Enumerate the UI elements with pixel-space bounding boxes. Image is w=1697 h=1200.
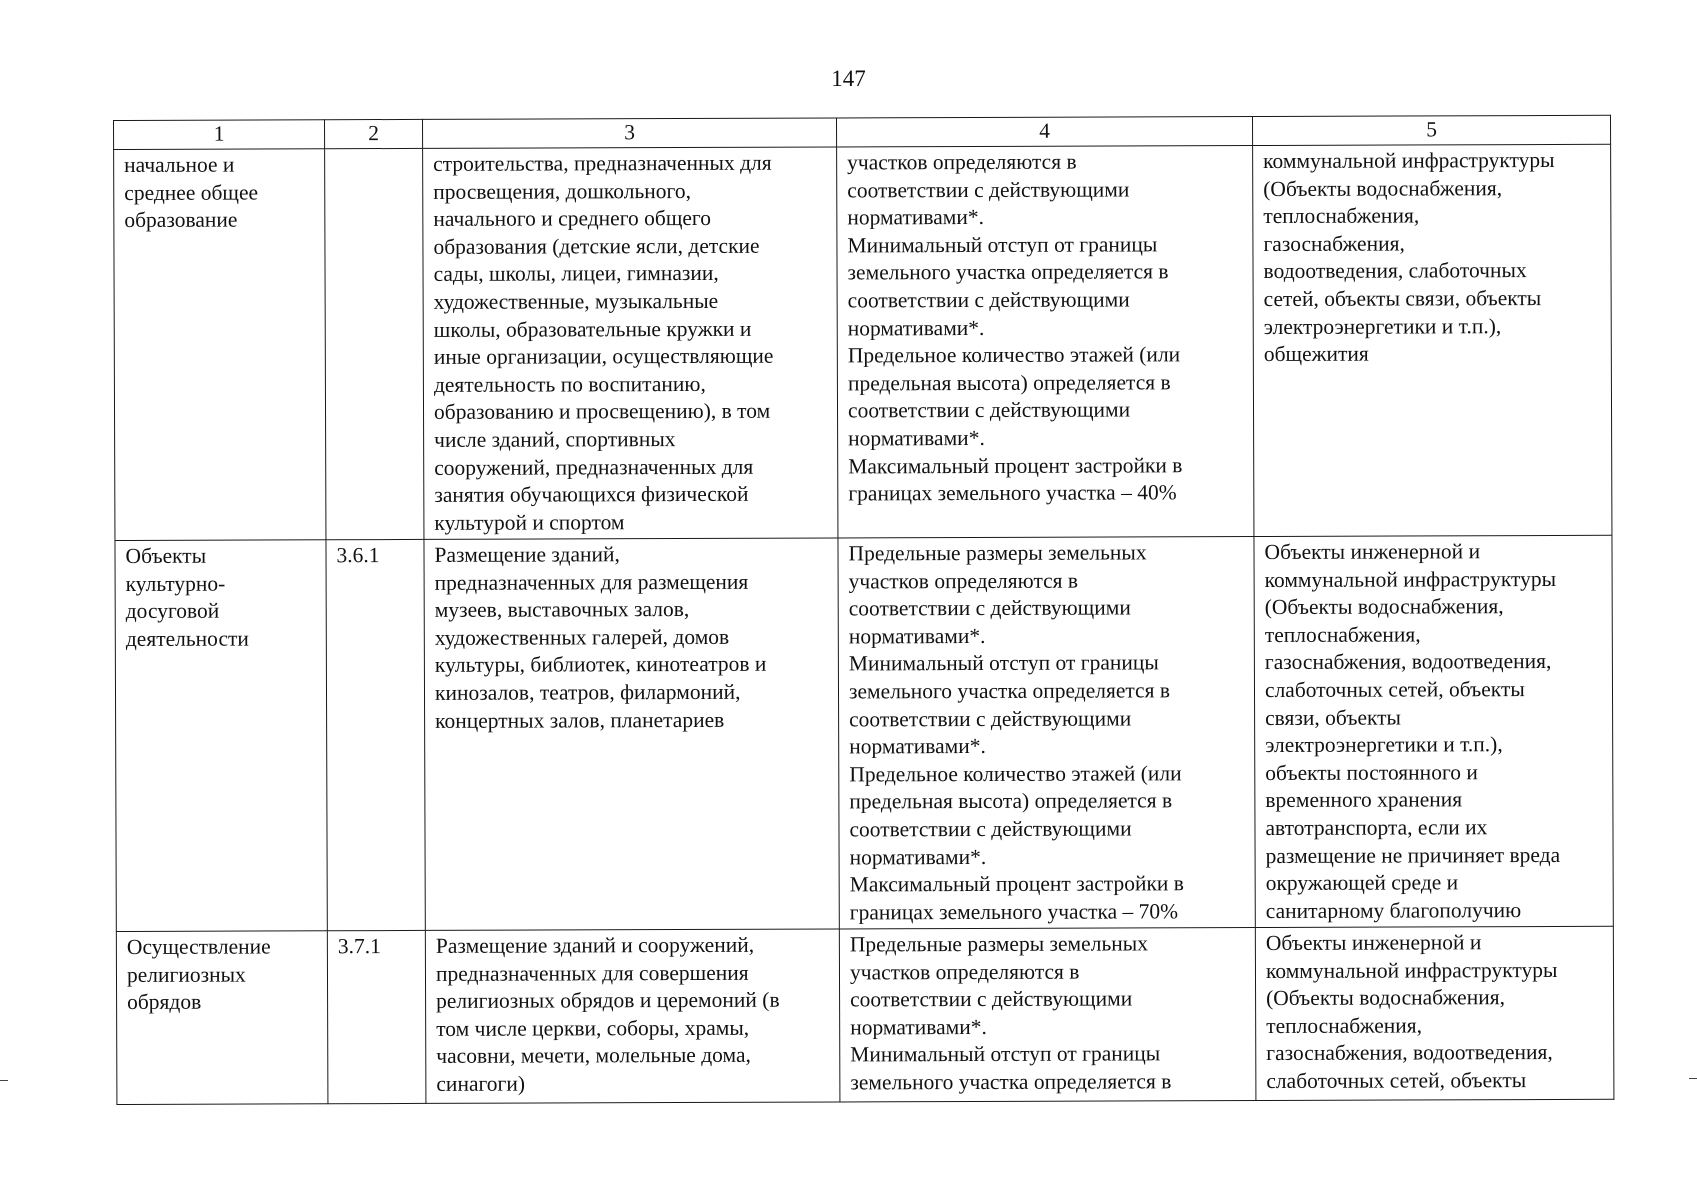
column-header-5: 5 (1252, 115, 1610, 145)
auxiliary-uses-cell (1253, 144, 1612, 536)
use-description-cell (424, 538, 839, 930)
column-header-1: 1 (114, 120, 325, 150)
column-header-2: 2 (325, 119, 423, 148)
cell-text-line: временного хранения (1265, 787, 1463, 813)
table-row (114, 144, 1612, 540)
cell-text-line: связи, объекты (1265, 705, 1402, 730)
cell-text-line: общежития (1263, 341, 1369, 367)
cell-text-line: нормативами*. (847, 315, 985, 340)
cell-text-line: синагоги) (436, 1071, 526, 1096)
cell-text-line: школы, образовательные кружки и (433, 316, 752, 342)
cell-text-line: занятия обучающихся физической (434, 481, 749, 508)
cell-text-line: художественных галерей, домов (434, 624, 730, 650)
cell-text-line: числе зданий, спортивных (434, 426, 676, 452)
cell-text-line: водоотведения, слаботочных (1263, 258, 1527, 284)
cell-text-line: Предельное количество этажей (или (847, 342, 1181, 368)
cell-text-line: нормативами*. (849, 844, 987, 869)
use-name-cell (115, 540, 327, 932)
cell-text-line: соответствии с действующими (847, 287, 1130, 313)
use-code-cell (327, 930, 426, 1103)
cell-text-line: участков определяются в (847, 149, 1077, 175)
use-name-cell (114, 149, 326, 541)
cell-text-line: Максимальный процент застройки в (848, 452, 1183, 478)
cell-text-line: культурой и спортом (434, 509, 625, 535)
cell-text-line: нормативами*. (847, 205, 985, 230)
cell-text-line: (Объекты водоснабжения, (1264, 594, 1504, 620)
cell-text-line: деятельности (125, 626, 249, 651)
cell-text-line: участков определяются в (848, 568, 1079, 594)
column-header-3: 3 (422, 118, 836, 148)
cell-text-line: размещение не причиняет вреда (1265, 842, 1561, 868)
cell-text-line: предельная высота) определяется в (847, 370, 1171, 396)
use-code-cell (325, 148, 424, 539)
cell-text-line: художественные, музыкальные (433, 288, 719, 314)
cell-text-line: предназначенных для совершения (435, 960, 749, 986)
cell-text-line: обрядов (127, 989, 202, 1015)
use-description-cell (425, 929, 840, 1103)
cell-text-line: нормативами*. (849, 734, 986, 759)
cell-text-line: сады, школы, лицеи, гимназии, (433, 261, 719, 287)
cell-text-line: просвещения, дошкольного, (433, 178, 691, 204)
table-row (115, 535, 1613, 931)
cell-text-line: теплоснабжения, (1264, 622, 1421, 647)
cell-text-line: коммунальной инфраструктуры (1264, 566, 1557, 592)
cell-text-line: религиозных (126, 962, 246, 987)
cell-text-line: соответствии с действующими (847, 397, 1131, 423)
cell-text-line: нормативами*. (848, 425, 985, 451)
cell-text-line: Предельное количество этажей (или (849, 761, 1182, 787)
cell-text-line: соответствии с действующими (850, 986, 1133, 1012)
cell-text-line: электроэнергетики и т.п.), (1263, 313, 1502, 339)
cell-text-line: соответствии с действующими (849, 816, 1132, 842)
cell-text-line: Размещение зданий, (434, 542, 620, 567)
cell-text-line: строительства, предназначенных для (433, 150, 772, 176)
cell-text-line: иные организации, осуществляющие (433, 343, 774, 370)
cell-text-line: Предельные размеры земельных (849, 931, 1148, 957)
cell-text-line: образование (124, 207, 238, 233)
cell-text-line: начальное и (124, 152, 235, 177)
cell-text-line: Минимальный отступ от границы (850, 1041, 1161, 1067)
cell-text-line: том числе церкви, соборы, храмы, (436, 1015, 750, 1041)
cell-text-line: Размещение зданий и сооружений, (435, 932, 755, 958)
cell-text-line: земельного участка определяется в (848, 678, 1171, 704)
cell-text-line: соответствии с действующими (849, 706, 1132, 731)
cell-text-line: объекты постоянного и (1265, 759, 1478, 785)
cell-text-line: границах земельного участка – 70% (849, 899, 1179, 925)
cell-text-line: начального и среднего общего (433, 206, 711, 232)
cell-text-line: земельного участка определяется в (847, 259, 1169, 285)
cell-text-line: нормативами*. (850, 1014, 987, 1040)
cell-text-line: коммунальной инфраструктуры (1265, 957, 1558, 983)
cell-text-line: Объекты (125, 543, 207, 568)
cell-text-line: музеев, выставочных залов, (434, 597, 690, 623)
auxiliary-uses-cell (1254, 535, 1613, 927)
parameters-cell (838, 537, 1255, 929)
cell-text-line: нормативами*. (848, 623, 986, 649)
cell-text-line: Максимальный процент застройки в (849, 871, 1184, 897)
cell-text-line: Предельные размеры земельных (848, 540, 1147, 566)
cell-text-line: слаботочных сетей, объекты (1264, 677, 1525, 702)
cell-text-line: газоснабжения, водоотведения, (1266, 1040, 1553, 1066)
use-name-cell (116, 931, 328, 1105)
cell-text-line: деятельность по воспитанию, (433, 371, 706, 397)
cell-text-line: земельного участка определяется в (850, 1069, 1172, 1095)
cell-text-line: соответствии с действующими (847, 177, 1130, 203)
cell-text-line: сооружений, предназначенных для (434, 454, 754, 480)
parameters-cell (837, 146, 1254, 538)
column-header-4: 4 (836, 117, 1252, 147)
cell-text-line: санитарному благополучию (1265, 897, 1522, 923)
cell-text-line: кинозалов, театров, филармоний, (434, 679, 741, 705)
cell-text-line: окружающей среде и (1265, 870, 1459, 896)
cell-text-line: теплоснабжения, (1266, 1013, 1423, 1038)
cell-text-line: культуры, библиотек, кинотеатров и (434, 652, 767, 678)
use-code-cell (326, 539, 425, 930)
cell-text-line: автотранспорта, если их (1265, 815, 1488, 840)
cell-text-line: (Объекты водоснабжения, (1263, 175, 1503, 201)
cell-text-line: предназначенных для размещения (434, 569, 749, 595)
cell-text-line: концертных залов, планетариев (435, 707, 725, 733)
parameters-cell (839, 928, 1256, 1102)
auxiliary-uses-cell (1255, 926, 1614, 1100)
cell-text-line: участков определяются в (849, 959, 1080, 985)
page-number: 147 (831, 66, 866, 91)
cell-text-line: Объекты инженерной и (1265, 930, 1482, 955)
cell-text-line: электроэнергетики и т.п.), (1265, 732, 1503, 758)
cell-text-line: 3.7.1 (337, 934, 381, 959)
margin-mark-left (0, 1080, 8, 1081)
cell-text-line: религиозных обрядов и церемоний (в (436, 987, 780, 1014)
cell-text-line: предельная высота) определяется в (849, 788, 1173, 814)
cell-text-line: образованию и просвещению), в том (433, 399, 771, 425)
margin-mark-right (1689, 1078, 1697, 1079)
cell-text-line: часовни, мечети, молельные дома, (436, 1043, 751, 1069)
cell-text-line: образования (детские ясли, детские (433, 233, 760, 259)
cell-text-line: Осуществление (126, 934, 271, 959)
cell-text-line: соответствии с действующими (848, 595, 1131, 621)
cell-text-line: сетей, объекты связи, объекты (1263, 285, 1542, 311)
cell-text-line: Минимальный отступ от границы (848, 650, 1159, 676)
zoning-table (113, 115, 1614, 1105)
cell-text-line: Минимальный отступ от границы (847, 232, 1158, 258)
cell-text-line: Объекты инженерной и (1264, 539, 1481, 564)
cell-text-line: 3.6.1 (336, 543, 380, 568)
cell-text-line: среднее общее (124, 180, 259, 205)
cell-text-line: газоснабжения, водоотведения, (1264, 649, 1552, 675)
cell-text-line: теплоснабжения, (1263, 203, 1420, 229)
cell-text-line: (Объекты водоснабжения, (1266, 985, 1505, 1011)
table-row (116, 926, 1614, 1104)
cell-text-line: границах земельного участка – 40% (848, 480, 1177, 506)
use-description-cell (423, 147, 838, 539)
cell-text-line: слаботочных сетей, объекты (1266, 1068, 1527, 1093)
cell-text-line: газоснабжения, (1263, 231, 1405, 256)
cell-text-line: досуговой (125, 598, 220, 624)
cell-text-line: коммунальной инфраструктуры (1263, 147, 1555, 173)
cell-text-line: культурно- (125, 571, 226, 596)
